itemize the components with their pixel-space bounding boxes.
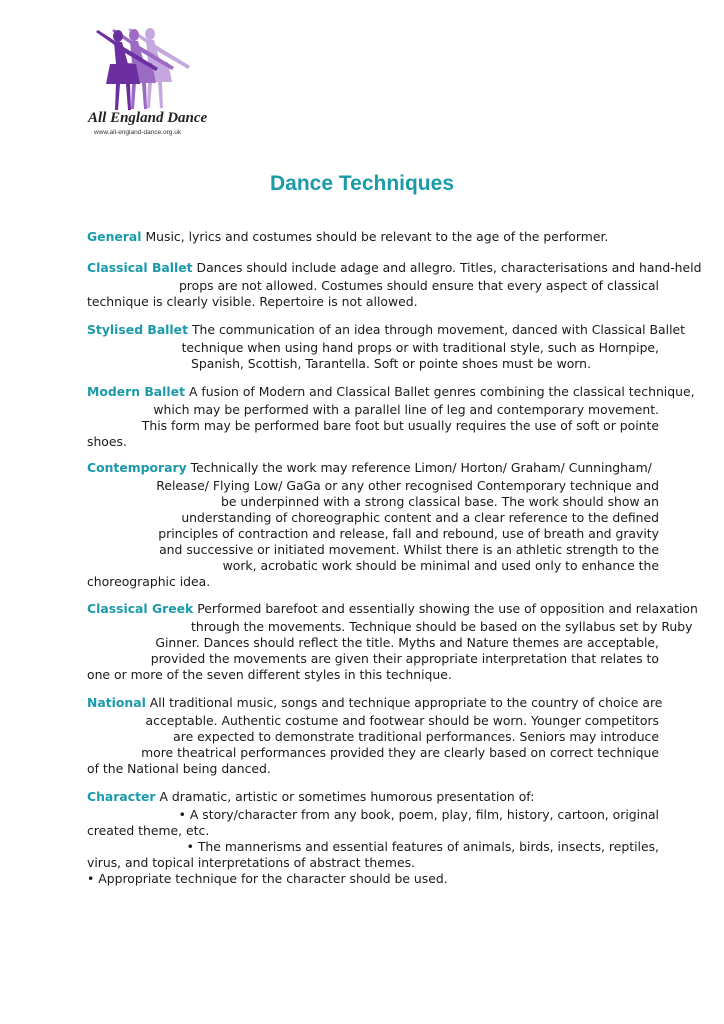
dancers-logo-icon — [86, 22, 226, 112]
section-contemporary: Contemporary Technically the work may reference Limon/ Horton/ Graham/ Cunningham/ Release/ Flying Low/ GaGa or any other recognised Contemporary technique and be underpinned with a strong classical base. The work should show an understanding of choreographic content and a clear reference to the defined principles of contraction and release, fall and rebound, use of breath and gravity and successive or initiated movement. Whilst there is an athletic strength to the work, acrobatic work should be minimal and used only to enhance the choreographic idea. — [87, 460, 659, 589]
section-modern-ballet: Modern Ballet A fusion of Modern and Classical Ballet genres combining the classical technique, which may be performed with a parallel line of leg and contemporary movement. This form may be performed bare foot but usually requires the use of soft or pointe shoes. — [87, 384, 695, 449]
section-character: Character A dramatic, artistic or sometimes humorous presentation of: • A story/character from any book, poem, play, film, history, cartoon, original created theme, etc. • The mannerisms and essential features of animals, birds, insects, reptiles, virus, and topical interpretations of abstract themes. • Appropriate technique for the character should be used. — [87, 789, 659, 886]
section-classical-ballet: Classical Ballet Dances should include adage and allegro. Titles, characterisations and hand-held props are not allowed. Costumes should ensure that every aspect of classical technique is clearly visible. Repertoire is not allowed. — [87, 260, 702, 309]
logo-name: All England Dance — [88, 110, 208, 126]
section-heading: General — [87, 229, 142, 244]
page-title: Dance Techniques — [270, 172, 454, 195]
logo-url: www.all-england-dance.org.uk — [94, 129, 182, 136]
section-heading: National — [87, 695, 146, 710]
section-heading: Stylised Ballet — [87, 322, 189, 337]
section-heading: Classical Greek — [87, 601, 194, 616]
section-heading: Classical Ballet — [87, 260, 193, 275]
section-stylised-ballet: Stylised Ballet The communication of an idea through movement, danced with Classical Ballet technique when using hand props or with traditional style, such as Hornpipe, Spanish, Scottish, Tarantella. Soft or pointe shoes must be worn. — [87, 322, 686, 371]
section-classical-greek: Classical Greek Performed barefoot and essentially showing the use of opposition and relaxation through the movements. Technique should be based on the syllabus set by Ruby Ginner. Dances should reflect the title. Myths and Nature themes are acceptable, provided the movements are given their appropriate interpretation that relates to one or more of the seven different styles in this technique. — [87, 601, 698, 682]
logo — [86, 22, 226, 136]
section-heading: Contemporary — [87, 460, 187, 475]
section-general: General Music, lyrics and costumes should be relevant to the age of the performer. — [87, 229, 609, 244]
section-heading: Character — [87, 789, 156, 804]
section-national: National All traditional music, songs and technique appropriate to the country of choice are acceptable. Authentic costume and footwear should be worn. Younger competitors are expected to demonstrate traditional performances. Seniors may introduce more theatrical performances provided they are clearly based on correct technique of the National being danced. — [87, 695, 663, 776]
section-heading: Modern Ballet — [87, 384, 185, 399]
